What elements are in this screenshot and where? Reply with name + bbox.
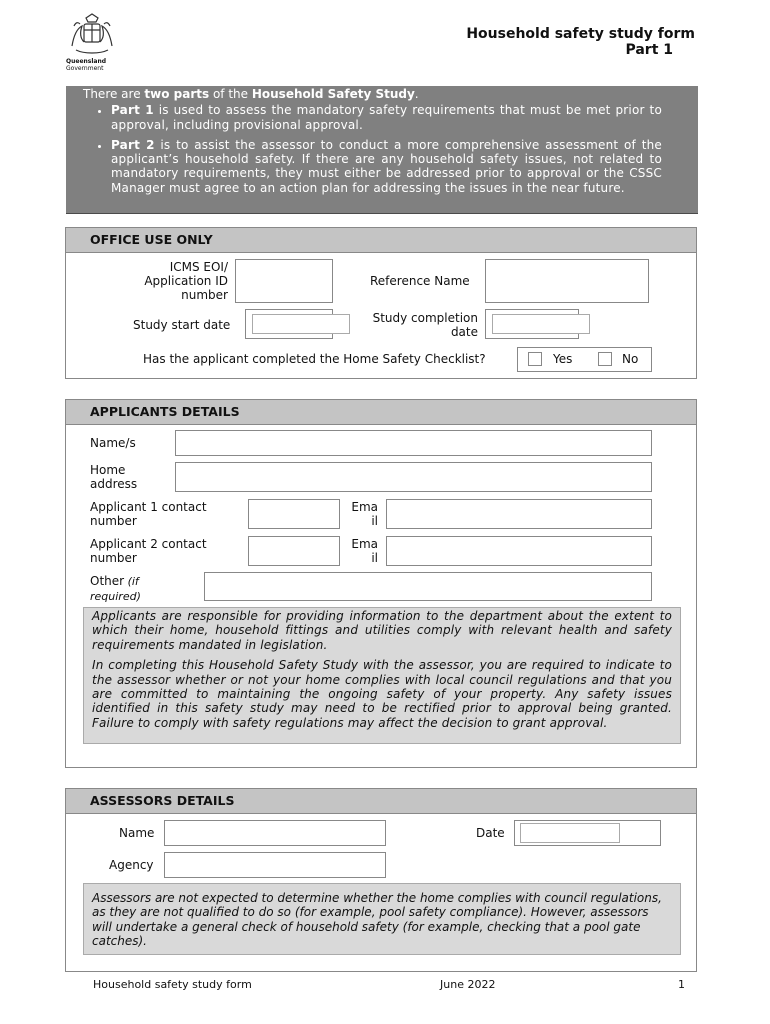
assessor-date-field[interactable] bbox=[520, 823, 620, 843]
study-completion-label bbox=[360, 311, 478, 339]
icms-id-input[interactable] bbox=[235, 259, 333, 303]
icms-label bbox=[120, 260, 228, 302]
checklist-yes-checkbox[interactable] bbox=[528, 352, 542, 366]
assessor-date-label: Date bbox=[476, 826, 505, 840]
study-completion-date-field[interactable] bbox=[492, 314, 590, 334]
bullet-text: is used to assess the mandatory safety requirements that must be met prior to approval, including provisional approval. bbox=[111, 103, 662, 132]
email-label-line: il bbox=[371, 514, 378, 528]
intro-lead-end: . bbox=[414, 87, 419, 101]
email-label-line: Ema bbox=[351, 500, 378, 514]
footer-page-number: 1 bbox=[678, 978, 685, 991]
logo-line-1: Queensland bbox=[66, 58, 107, 65]
bullet-text: is to assist the assessor to conduct a more comprehensive assessment of the applicant’s household safety. If there are any household safety issues, not related to mandatory requirements, they must either be addressed prior to approval or the CSSC Manager must agree to an action plan for addressing the issues in the near future. bbox=[111, 137, 662, 195]
intro-lead-text: There are bbox=[83, 87, 145, 101]
applicants-notice-p2: In completing this Household Safety Study with the assessor, you are required to indicate to the assessor whether or not your home complies with local council regulations and that you are committed to maintaining the ongoing safety of your property. Any safety issues identified in this safety study may need to be rectified prior to approval being granted. Failure to comply with safety regulations may affect the decision to grant approval. bbox=[92, 658, 672, 730]
contact-label-line: number bbox=[90, 514, 137, 528]
form-title-line-1: Household safety study form bbox=[466, 26, 695, 42]
checklist-question: Has the applicant completed the Home Safety Checklist? bbox=[143, 352, 486, 366]
icms-label-line: Application ID bbox=[144, 274, 228, 288]
applicant1-email-label bbox=[340, 500, 378, 528]
icms-label-line: ICMS EOI/ bbox=[169, 260, 228, 274]
intro-bullet-part1 bbox=[111, 103, 662, 132]
intro-bullet-part2 bbox=[111, 138, 662, 195]
form-title-line-2: Part 1 bbox=[625, 42, 673, 58]
checklist-yes-label: Yes bbox=[553, 352, 573, 366]
intro-box bbox=[66, 86, 698, 214]
applicant2-contact-input[interactable] bbox=[248, 536, 340, 566]
completion-label-line: Study completion bbox=[372, 311, 478, 325]
intro-lead-mid: of the bbox=[209, 87, 252, 101]
email-label-line: Ema bbox=[351, 537, 378, 551]
bullet-bold: Part 1 bbox=[111, 103, 154, 118]
applicant1-contact-input[interactable] bbox=[248, 499, 340, 529]
intro-bullets bbox=[83, 103, 662, 195]
assessor-name-input[interactable] bbox=[164, 820, 386, 846]
address-label-line: Home bbox=[90, 463, 126, 477]
assessors-notice-text: Assessors are not expected to determine whether the home complies with council regulations, as they are not qualified to do so (for example, pool safety compliance). However, assessors will undertake a general check of household safety (for example, checking that a pool gate catches). bbox=[92, 891, 662, 949]
checklist-no-label: No bbox=[622, 352, 639, 366]
assessor-agency-label: Agency bbox=[109, 858, 154, 872]
email-label-line: il bbox=[371, 551, 378, 565]
applicants-notice bbox=[83, 607, 681, 744]
intro-lead-bold-1: two parts bbox=[144, 87, 210, 101]
other-label bbox=[90, 574, 141, 604]
bullet-bold: Part 2 bbox=[111, 137, 155, 152]
intro-lead-bold-2: Household Safety Study bbox=[251, 87, 415, 101]
other-input[interactable] bbox=[204, 572, 652, 601]
office-use-heading: OFFICE USE ONLY bbox=[66, 228, 696, 253]
footer-date: June 2022 bbox=[440, 978, 496, 991]
logo-wordmark bbox=[66, 58, 122, 72]
reference-name-label: Reference Name bbox=[370, 274, 470, 288]
completion-label-line: date bbox=[450, 325, 478, 339]
assessor-agency-input[interactable] bbox=[164, 852, 386, 878]
address-label-line: address bbox=[90, 477, 138, 491]
other-label-text: Other bbox=[90, 574, 125, 588]
applicant2-email-input[interactable] bbox=[386, 536, 652, 566]
other-hint: (if bbox=[124, 575, 139, 588]
applicants-heading: APPLICANTS DETAILS bbox=[66, 400, 696, 425]
applicant-name-label: Name/s bbox=[90, 436, 136, 450]
home-address-label bbox=[90, 463, 137, 491]
icms-label-line: number bbox=[181, 288, 228, 302]
footer-doc-name: Household safety study form bbox=[93, 978, 252, 991]
applicant1-email-input[interactable] bbox=[386, 499, 652, 529]
logo-line-2: Government bbox=[66, 65, 104, 72]
contact-label-line: number bbox=[90, 551, 137, 565]
contact-label-line: Applicant 2 contact bbox=[90, 537, 207, 551]
reference-name-input[interactable] bbox=[485, 259, 649, 303]
assessors-heading: ASSESSORS DETAILS bbox=[66, 789, 696, 814]
study-start-date-field[interactable] bbox=[252, 314, 350, 334]
other-hint: required) bbox=[90, 590, 141, 603]
checklist-no-checkbox[interactable] bbox=[598, 352, 612, 366]
study-start-label: Study start date bbox=[133, 318, 231, 332]
applicants-notice-p1: Applicants are responsible for providing information to the department about the extent to which their home, household fittings and utilities comply with relevant health and safety requirements mandated in legislation. bbox=[92, 609, 672, 652]
applicant-name-input[interactable] bbox=[175, 430, 652, 456]
contact-label-line: Applicant 1 contact bbox=[90, 500, 207, 514]
intro-lead bbox=[83, 87, 662, 101]
applicant2-contact-label bbox=[90, 537, 207, 565]
applicant1-contact-label bbox=[90, 500, 207, 528]
assessors-notice bbox=[83, 883, 681, 955]
form-title bbox=[466, 26, 695, 58]
applicant2-email-label bbox=[340, 537, 378, 565]
home-address-input[interactable] bbox=[175, 462, 652, 492]
assessor-name-label: Name bbox=[119, 826, 155, 840]
